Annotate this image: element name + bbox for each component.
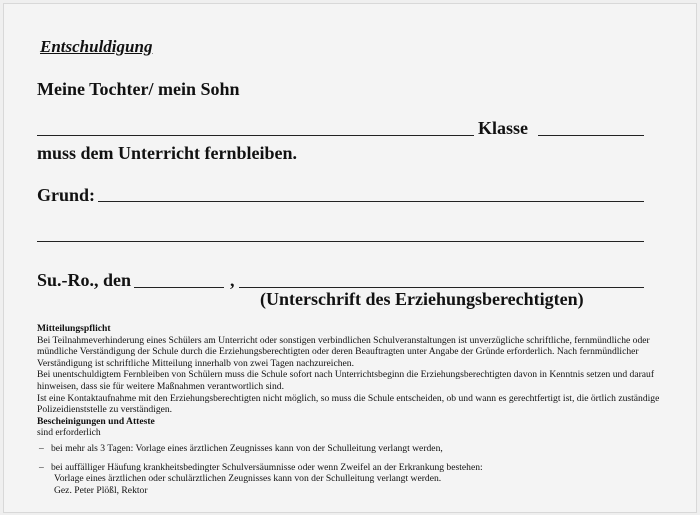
date-field[interactable]	[134, 287, 224, 288]
child-name-field[interactable]	[37, 135, 474, 136]
bullet-marker: –	[39, 442, 44, 454]
reason-field[interactable]	[98, 201, 644, 202]
reason-label: Grund:	[37, 185, 96, 205]
bullet-text: bei mehr als 3 Tagen: Vorlage eines ärztlichen Zeugnisses kann von der Schulleitung verlangt werden,	[51, 442, 443, 454]
bullet-item	[37, 462, 692, 474]
reason-field-line-2[interactable]	[37, 241, 644, 242]
notice-paragraph: Ist eine Kontaktaufnahme mit den Erziehungsberechtigten nicht möglich, so muss die Schule entscheiden, ob und wann es gerechtfertigt ist, die örtlich zuständige Polizeidienststelle zu verständigen.	[37, 392, 660, 416]
notice-heading: Mitteilungspflicht	[37, 323, 111, 334]
bullet-marker: –	[39, 461, 44, 473]
signature-field[interactable]	[239, 287, 644, 288]
notice-section	[37, 323, 692, 496]
notice-paragraph: Bei Teilnahmeverhinderung eines Schülers am Unterricht oder sonstigen verbindlichen Schulveranstaltungen ist unverzügliche schriftliche, fernmündliche oder mündliche Verständigung der Schule durch die Erziehungsberechtigten oder deren Beauftragten unter Angabe der Gründe erforderlich. Nach fernmündlicher Verständigung ist schriftliche Mitteilung innerhalb von zwei Tagen nachzureichen.	[37, 334, 650, 369]
class-field[interactable]	[538, 135, 644, 136]
notice-paragraph: Bei unentschuldigtem Fernbleiben von Schülern muss die Schule sofort nach Unterrichtsbeginn die Erziehungsberechtigten davon in Kenntnis setzen und darauf hinweisen, dass sie für weitere Maßnahmen verantwortlich sind.	[37, 369, 655, 392]
bullet-continuation: Vorlage eines ärztlichen oder schulärztlichen Zeugnisses kann von der Schulleitung verlangt werden.	[54, 473, 442, 485]
bullet-item	[37, 443, 692, 455]
document-page	[3, 3, 697, 513]
comma: ,	[230, 270, 235, 290]
class-label: Klasse	[478, 118, 529, 138]
certificates-heading: Bescheinigungen und Atteste	[37, 415, 155, 427]
absence-text: muss dem Unterricht fernbleiben.	[37, 143, 297, 163]
place-date-label: Su.-Ro., den	[37, 270, 132, 290]
signed-by: Gez. Peter Plößl, Rektor	[54, 484, 148, 496]
bullet-text: bei auffälliger Häufung krankheitsbedingter Schulversäumnisse oder wenn Zweifel an der Erkrankung bestehen:	[51, 461, 483, 473]
signature-caption: (Unterschrift des Erziehungsberechtigten)	[260, 289, 584, 309]
child-label: Meine Tochter/ mein Sohn	[37, 79, 240, 99]
certificates-intro: sind erforderlich	[37, 427, 101, 439]
form-title: Entschuldigung	[40, 37, 153, 56]
